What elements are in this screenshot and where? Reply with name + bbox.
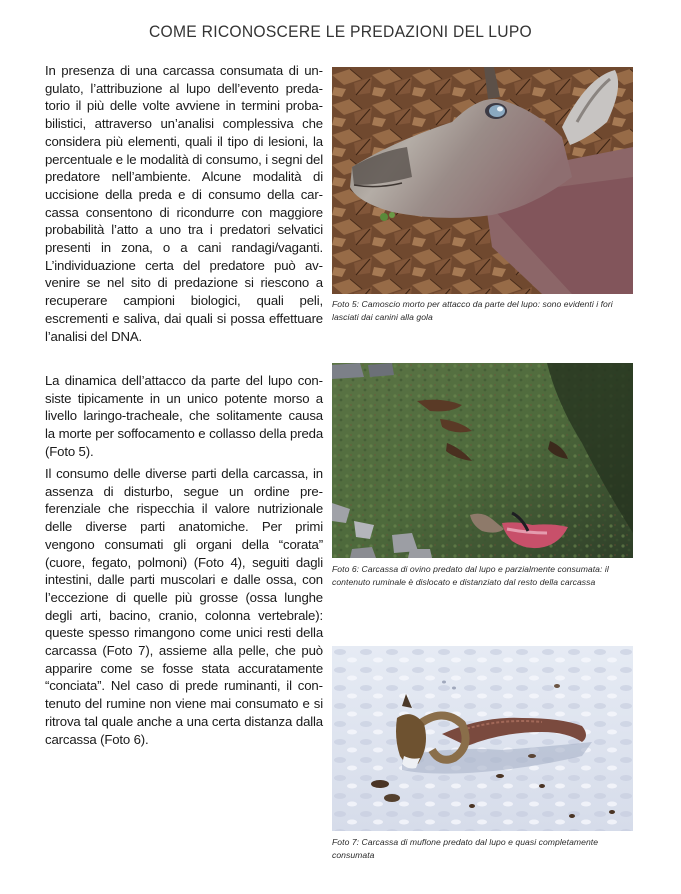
paragraph-attack-dynamics: La dinamica dell’attacco da parte del lupo consiste tipicamente in un unico potente morso a livello laringo-tracheale, che solitamente causa la morte per soffocamento e collasso della preda (Foto 5). — [45, 373, 323, 459]
page-title: COME RICONOSCERE LE PREDAZIONI DEL LUPO — [148, 22, 533, 41]
mouflon-carcass-photo-image — [332, 646, 633, 831]
photo-sheep-carcass — [332, 363, 633, 558]
caption-foto-6: Foto 6: Carcassa di ovino predato dal lupo e parzialmente consumata: il contenuto ruminale è dislocato e distanziato dal resto della carcassa — [332, 564, 609, 587]
paragraph-attribution: In presenza di una carcassa consumata di ungulato, l’attribuzione al lupo dell’evento predatorio il più delle volte avviene in termini probabilistici, attraverso un’analisi complessiva che considera più elementi, quali il tipo di lesioni, la percentuale e le modalità di consumo, i segni del predatore nell’ambiente. Alcune modalità di uccisione della preda e di consumo della carcassa consentono di ricondurre con maggiore probabilità l’atto a uno tra i predatori selvatici presenti in zona, o a cani randagi/vaganti. L’individuazione certa del predatore può avvenire se nel sito di predazione si riescono a recuperare campioni biologici, quali peli, escrementi e saliva, dai quali si possa effettuare l’analisi del DNA. — [45, 63, 323, 344]
sheep-carcass-photo-image — [332, 363, 633, 558]
photo-chamois — [332, 67, 633, 294]
caption-foto-7: Foto 7: Carcassa di muflone predato dal lupo e quasi completamente consumata — [332, 837, 599, 860]
chamois-photo-image — [332, 67, 633, 294]
caption-foto-5: Foto 5: Camoscio morto per attacco da parte del lupo: sono evidenti i fori lasciati dai canini alla gola — [332, 299, 613, 322]
paragraph-consumption-order: Il consumo delle diverse parti della carcassa, in assenza di disturbo, segue un ordine preferenziale che rispecchia il valore nutrizionale delle diverse parti anatomiche. Per primi vengono consumati gli organi della “corata” (cuore, fegato, polmoni) (Foto 4), seguiti dagli intestini, dalle parti muscolari e dalle ossa, con l’eccezione di quelle più grosse (ossa lunghe degli arti, bacino, cranio, colonna vertebrale): queste spesso rimangono come unici resti della carcassa (Foto 7), assieme alla pelle, che può apparire come se fosse stata accuratamente “conciata”. Nel caso di prede ruminanti, il contenuto del rumine non viene mai consumato e si ritrova tal quale anche a una certa distanza dalla carcassa (Foto 6). — [45, 466, 323, 747]
photo-mouflon-carcass — [332, 646, 633, 831]
